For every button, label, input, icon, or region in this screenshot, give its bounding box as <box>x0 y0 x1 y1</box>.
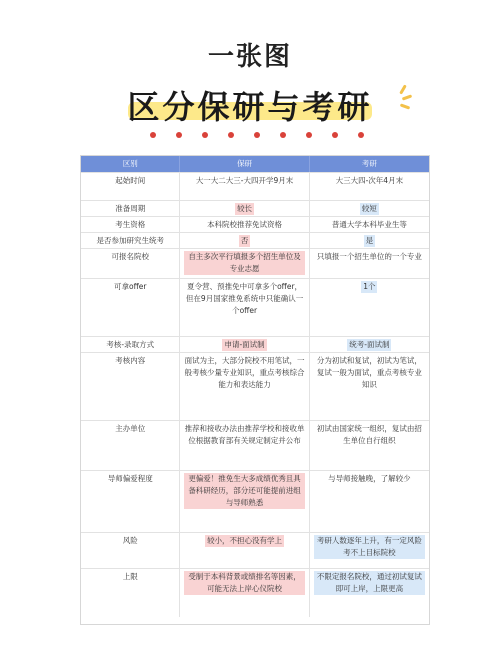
kaoyan-cell <box>310 569 429 617</box>
baoyan-text: 受制于本科背景或绩排名等因素，可能无法上岸心仪院校 <box>184 571 304 595</box>
comparison-table <box>80 155 430 625</box>
baoyan-cell: 面试为主，大部分院校不用笔试，一般考核少量专业知识，重点考核综合能力和表达能力 <box>180 353 309 420</box>
row-label: 起始时间 <box>81 173 180 200</box>
kaoyan-cell: 分为初试和复试，初试为笔试，复试一般为面试，重点考核专业知识 <box>316 356 422 389</box>
baoyan-cell <box>180 569 309 617</box>
baoyan-cell <box>180 533 309 568</box>
kaoyan-text: 不限定报名院校，通过初试复试即可上岸，上限更高 <box>314 571 425 595</box>
header-cell: 考研 <box>361 159 377 168</box>
baoyan-text: 否 <box>240 236 249 245</box>
row-label: 准备周期 <box>81 201 180 216</box>
kaoyan-cell <box>310 201 429 216</box>
row-label: 风险 <box>81 533 180 568</box>
kaoyan-cell <box>310 233 429 248</box>
baoyan-cell: 夏令营、预推免中可拿多个offer，但在9月国家推免系统中只能确认一个offer <box>180 279 309 336</box>
table-row <box>81 471 429 533</box>
table-row <box>81 337 429 353</box>
header-cell: 区别 <box>81 156 180 172</box>
baoyan-cell <box>180 233 309 248</box>
kaoyan-text: 考研人数逐年上升，有一定风险考不上目标院校 <box>314 535 425 559</box>
kaoyan-cell: 初试由国家统一组织，复试由招生单位自行组织 <box>316 424 422 445</box>
kaoyan-cell: 与导师接触晚，了解较少 <box>328 474 411 483</box>
row-label: 主办单位 <box>81 421 180 470</box>
baoyan-cell <box>180 249 309 278</box>
row-label: 上限 <box>81 569 180 617</box>
baoyan-cell <box>180 201 309 216</box>
baoyan-text: 申请-面试制 <box>224 340 265 349</box>
table-row <box>81 173 429 201</box>
kaoyan-cell: 只填报一个招生单位的一个专业 <box>316 252 422 261</box>
row-label: 导师偏爱程度 <box>81 471 180 532</box>
table-row <box>81 353 429 421</box>
baoyan-cell <box>180 337 309 352</box>
row-label: 可报名院校 <box>81 249 180 278</box>
title-line-2: 区分保研与考研 <box>127 88 373 126</box>
kaoyan-text: 是 <box>365 236 374 245</box>
kaoyan-cell <box>310 533 429 568</box>
baoyan-cell: 大一大二大三-大四开学9月末 <box>180 173 309 200</box>
row-label: 考核-录取方式 <box>81 337 180 352</box>
table-row <box>81 217 429 233</box>
kaoyan-cell <box>310 337 429 352</box>
kaoyan-cell <box>310 279 429 336</box>
kaoyan-cell: 大三大四-次年4月末 <box>335 176 404 185</box>
table-header-row <box>81 156 429 173</box>
table-row <box>81 569 429 617</box>
baoyan-cell: 推荐和接收办法由推荐学校和接收单位根据教育部有关规定制定并公布 <box>180 421 309 470</box>
baoyan-text: 较长 <box>237 204 253 213</box>
baoyan-text: 自主多次平行填报多个招生单位及专业志愿 <box>184 251 304 275</box>
baoyan-text: 较小，不担心没有学上 <box>207 536 283 545</box>
row-label: 可拿offer <box>81 279 180 336</box>
sparkle-icon <box>392 86 416 112</box>
title-line-1: 一张图 <box>207 42 292 72</box>
table-row <box>81 421 429 471</box>
kaoyan-text: 较短 <box>361 204 377 213</box>
baoyan-cell <box>180 471 309 532</box>
table-row <box>81 533 429 569</box>
kaoyan-text: 统考-面试制 <box>349 340 390 349</box>
table-row <box>81 279 429 337</box>
title-line-2-wrap <box>0 82 500 128</box>
header-cell: 保研 <box>180 156 309 172</box>
baoyan-cell: 本科院校推荐免试资格 <box>180 217 309 232</box>
baoyan-text: 更偏爱！推免生大多成绩优秀且具备科研经历，部分还可能提前进组与导师熟悉 <box>184 473 304 509</box>
table-row <box>81 249 429 279</box>
kaoyan-text: 1个 <box>363 282 376 291</box>
kaoyan-cell: 普通大学本科毕业生等 <box>331 220 407 229</box>
table-row <box>81 233 429 249</box>
decorative-dots <box>150 130 370 140</box>
row-label: 考生资格 <box>81 217 180 232</box>
row-label: 是否参加研究生统考 <box>81 233 180 248</box>
table-row <box>81 201 429 217</box>
row-label: 考核内容 <box>81 353 180 420</box>
